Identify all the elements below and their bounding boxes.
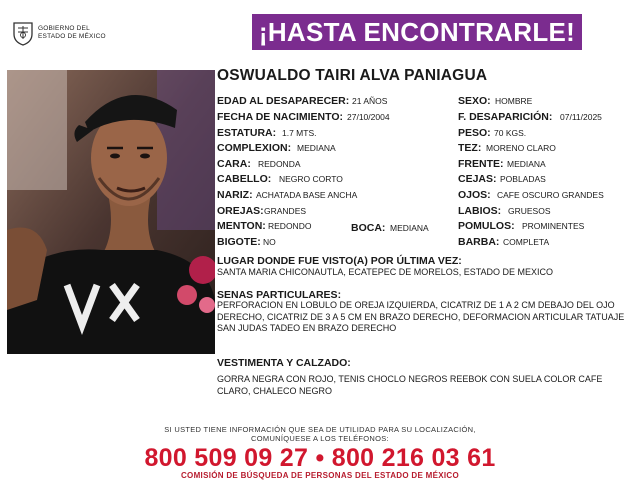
sexo-label: SEXO: <box>458 95 491 107</box>
contact-intro-line-2: COMUNÍQUESE A LOS TELÉFONOS: <box>251 434 389 443</box>
particulars-title: SENAS PARTICULARES: <box>217 289 342 301</box>
cara-label: CARA: <box>217 158 251 170</box>
menton-label: MENTON: <box>217 220 266 232</box>
clothing-title: VESTIMENTA Y CALZADO: <box>217 357 351 369</box>
boca-label: BOCA: <box>351 222 386 234</box>
cabello-value: NEGRO CORTO <box>279 174 343 184</box>
government-logo <box>12 18 122 48</box>
state-shield-icon <box>12 20 34 46</box>
cabello-label: CABELLO: <box>217 173 272 185</box>
person-photo-illustration <box>7 70 215 354</box>
orejas-value: GRANDES <box>264 206 307 216</box>
estatura-value: 1.7 MTS. <box>282 128 317 138</box>
pomulos-value: PROMINENTES <box>522 221 585 231</box>
labios-value: GRUESOS <box>508 206 551 216</box>
commission-name: COMISIÓN DE BÚSQUEDA DE PERSONAS DEL ESTADO DE MÉXICO <box>180 471 459 480</box>
edad-label: EDAD AL DESAPARECER: <box>217 95 350 107</box>
complexion-value: MEDIANA <box>297 143 336 153</box>
cejas-label: CEJAS: <box>458 173 497 185</box>
contact-intro-line-1: SI USTED TIENE INFORMACIÓN QUE SEA DE UTILIDAD PARA SU LOCALIZACIÓN, <box>164 425 476 434</box>
frente-label: FRENTE: <box>458 158 504 170</box>
orejas-label: OREJAS: <box>217 205 264 217</box>
birthdate-value: 27/10/2004 <box>347 112 390 122</box>
government-name <box>38 25 106 41</box>
gov-line-1: GOBIERNO DEL <box>38 25 90 32</box>
phone-numbers[interactable]: 800 509 09 27 • 800 216 03 61 <box>144 444 496 472</box>
estatura-label: ESTATURA: <box>217 127 277 139</box>
clothing-text: GORRA NEGRA CON ROJO, TENIS CHOCLO NEGROS REEBOK CON SUELA COLOR CAFE CLARO, CHALECO NEGRO <box>217 374 603 396</box>
disappearance-date-label: F. DESAPARICIÓN: <box>458 111 553 123</box>
contact-intro <box>0 425 640 443</box>
particulars-text: PERFORACION EN LOBULO DE OREJA IZQUIERDA, CICATRIZ DE 1 A 2 CM DEBAJO DEL OJO DERECHO, CICATRIZ DE 3 A 5 CM EN BRAZO DERECHO, DEFORMACION ARTICULAR TATUAJE SAN JUDAS TADEO EN BRAZO DERECHO <box>217 300 625 333</box>
nariz-value: ACHATADA BASE ANCHA <box>256 190 358 200</box>
sexo-value: HOMBRE <box>495 96 533 106</box>
headline-banner <box>252 14 582 50</box>
bigote-value: NO <box>263 237 276 247</box>
last-seen-text: SANTA MARIA CHICONAUTLA, ECATEPEC DE MORELOS, ESTADO DE MEXICO <box>217 267 554 277</box>
barba-value: COMPLETA <box>503 237 550 247</box>
cara-value: REDONDA <box>258 159 301 169</box>
pomulos-label: POMULOS: <box>458 220 515 232</box>
cejas-value: POBLADAS <box>500 174 546 184</box>
menton-value: REDONDO <box>268 221 312 231</box>
complexion-label: COMPLEXION: <box>217 142 292 154</box>
frente-value: MEDIANA <box>507 159 546 169</box>
last-seen-title: LUGAR DONDE FUE VISTO(A) POR ÚLTIMA VEZ: <box>217 255 462 267</box>
missing-person-photo <box>7 70 215 354</box>
birthdate-label: FECHA DE NACIMIENTO: <box>217 111 343 123</box>
gov-line-2: ESTADO DE MÉXICO <box>38 33 106 40</box>
edad-value: 21 AÑOS <box>352 96 388 106</box>
ojos-label: OJOS: <box>458 189 491 201</box>
headline-title: ¡HASTA ENCONTRARLE! <box>258 17 576 47</box>
tez-value: MORENO CLARO <box>486 143 556 153</box>
bigote-label: BIGOTE: <box>217 236 261 248</box>
labios-label: LABIOS: <box>458 205 502 217</box>
peso-label: PESO: <box>458 127 491 139</box>
boca-value: MEDIANA <box>390 223 429 233</box>
ojos-value: CAFE OSCURO GRANDES <box>497 190 604 200</box>
peso-value: 70 KGS. <box>494 128 527 138</box>
disappearance-date-value: 07/11/2025 <box>560 112 602 122</box>
person-name: OSWUALDO TAIRI ALVA PANIAGUA <box>217 67 488 84</box>
nariz-label: NARIZ: <box>217 189 253 201</box>
barba-label: BARBA: <box>458 236 500 248</box>
tez-label: TEZ: <box>458 142 482 154</box>
